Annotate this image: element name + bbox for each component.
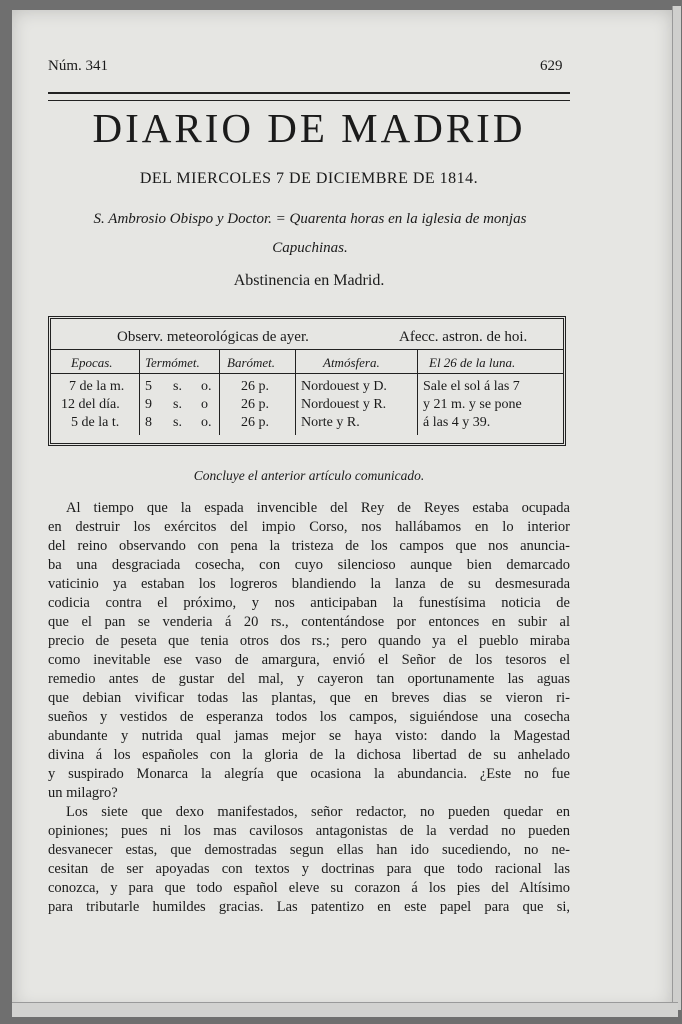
col-header-luna: El 26 de la luna. (429, 355, 516, 370)
weather-divider (295, 349, 296, 435)
article-line: Al tiempo que la espada invencible del Rey de Reyes estaba ocupada (66, 500, 570, 516)
article-line: sueños y vestidos de esperanza todos los campos, siguiéndose una cosecha (48, 709, 570, 725)
weather-astro: á las 4 y 39. (423, 415, 491, 430)
weather-epoca: 5 de la t. (71, 415, 120, 430)
weather-divider (417, 349, 418, 435)
saint-notice (60, 205, 560, 263)
article-line: divina á los españoles con la gloria de la dichosa libertad de su anhelado (48, 747, 570, 763)
header-rule (48, 92, 570, 101)
weather-termometro: 8 (145, 415, 152, 430)
weather-termometro-o: o. (201, 415, 212, 430)
weather-rule-mid (51, 373, 563, 374)
weather-heading-observations: Observ. meteorológicas de ayer. (117, 329, 309, 345)
abstinence-notice: Abstinencia en Madrid. (233, 272, 385, 289)
article-line: abundante y nutrida qual jamas mejor se haya visto: dando la Magestad (48, 728, 570, 744)
weather-barometro: 26 p. (241, 415, 269, 430)
weather-astro: y 21 m. y se pone (423, 397, 522, 412)
weather-table (48, 316, 566, 446)
page-number: 629 (540, 58, 563, 74)
article-subtitle: Concluye el anterior artículo comunicado. (193, 468, 425, 483)
weather-barometro: 26 p. (241, 379, 269, 394)
article-line: que el pan se venderia á 20 rs., contentándose por entonces en subir al (48, 614, 570, 630)
article-line: Los siete que dexo manifestados, señor redactor, no pueden quedar en (66, 804, 570, 820)
weather-epoca: 7 de la m. (69, 379, 125, 394)
article-line: remedio antes de gustar del mal, y cayeron tan oportunamente las aguas (48, 671, 570, 687)
article-line: cesitan de ser apoyadas con textos y doctrinas para que todo racional las (48, 861, 570, 877)
weather-termometro: 9 (145, 397, 152, 412)
saint-line-1: S. Ambrosio Obispo y Doctor. = Quarenta horas en la iglesia de monjas (93, 211, 527, 227)
weather-divider (139, 349, 140, 435)
article-line: codicia contra el próximo, y nos anticipaban la funestísima noticia de (48, 595, 570, 611)
weather-atmosfera: Norte y R. (301, 415, 360, 430)
weather-rule-top (51, 349, 563, 350)
article-line: ba una desgraciada cosecha, con cuyo silencioso aunque bien demarcado (48, 557, 570, 573)
weather-astro: Sale el sol á las 7 (423, 379, 520, 394)
weather-termometro: 5 (145, 379, 152, 394)
weather-divider (219, 349, 220, 435)
article-line: un milagro? (48, 785, 118, 801)
article-line: como inevitable ese vaso de amargura, envió el Señor de los tesoros el (48, 652, 570, 668)
weather-atmosfera: Nordouest y R. (301, 397, 387, 412)
article-line: en destruir los exércitos del impio Corso, nos hallábamos en lo interior (48, 519, 570, 535)
article-line: vaticinio ya estaban los logreros blandiendo la lanza de su desmesurada (48, 576, 570, 592)
article-line: que debian vivificar todas las plantas, que en breves dias se vieron ri- (48, 690, 570, 706)
article-line: conozca, y para que todo español eleve su corazon á los pies del Altísimo (48, 880, 570, 896)
weather-barometro: 26 p. (241, 397, 269, 412)
weather-termometro-o: o (201, 397, 208, 412)
weather-epoca: 12 del día. (61, 397, 120, 412)
weather-heading-astronomy: Afecc. astron. de hoi. (399, 329, 528, 345)
page-edge-right (672, 6, 681, 1010)
dateline: DEL MIERCOLES 7 DE DICIEMBRE DE 1814. (139, 170, 479, 187)
masthead-title: DIARIO DE MADRID (92, 105, 526, 151)
col-header-termometro: Termómet. (145, 355, 200, 370)
col-header-atmosfera: Atmósfera. (323, 355, 380, 370)
col-header-epocas: Epocas. (71, 355, 113, 370)
page-edge-bottom (12, 1002, 678, 1017)
weather-atmosfera: Nordouest y D. (301, 379, 387, 394)
article-line: precio de peseta que tenia otros dos rs.; pero quando ya el pueblo miraba (48, 633, 570, 649)
issue-number: Núm. 341 (48, 58, 108, 74)
article-line: del reino observando con pena la tristeza de los campos que nos anuncia- (48, 538, 570, 554)
weather-termometro-o: o. (201, 379, 212, 394)
weather-termometro-s: s. (173, 379, 182, 394)
article-line: para tributarle humildes gracias. Las patentizo en este papel para que si, (48, 899, 570, 915)
col-header-barometro: Barómet. (227, 355, 276, 370)
article-line: desvanecer estas, que demostradas segun ellas han ido sucediendo, no ne- (48, 842, 570, 858)
saint-line-2: Capuchinas. (272, 240, 348, 256)
weather-termometro-s: s. (173, 415, 182, 430)
weather-termometro-s: s. (173, 397, 182, 412)
article-line: y suspirado Monarca la alegría que ocasiona la abundancia. ¿Este no fue (48, 766, 570, 782)
article-line: opiniones; pues ni los mas cavilosos antagonistas de la verdad no pueden (48, 823, 570, 839)
